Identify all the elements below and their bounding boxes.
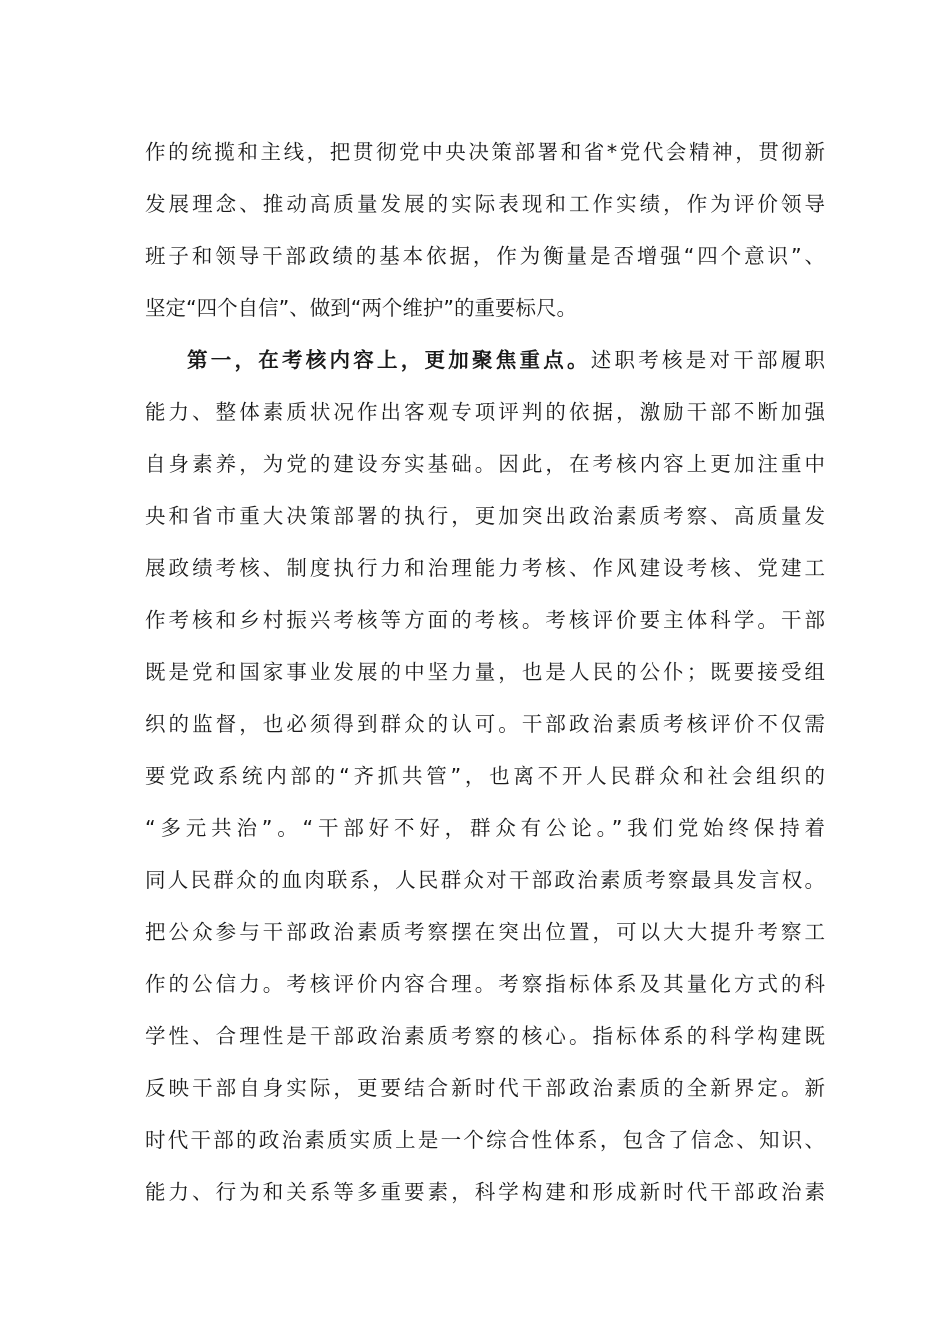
text-line: 央和省市重大决策部署的执行，更加突出政治素质考察、高质量发 xyxy=(145,504,825,528)
text-line: 织的监督，也必须得到群众的认可。干部政治素质考核评价不仅需 xyxy=(145,712,825,736)
text-line: 学性、合理性是干部政治素质考察的核心。指标体系的科学构建既 xyxy=(145,1024,825,1048)
text-line: 作考核和乡村振兴考核等方面的考核。考核评价要主体科学。干部 xyxy=(145,608,825,632)
text-line: 班子和领导干部政绩的基本依据，作为衡量是否增强“四个意识”、 xyxy=(145,244,825,268)
text-line: 既是党和国家事业发展的中坚力量，也是人民的公仆；既要接受组 xyxy=(145,660,825,684)
paragraph-first-line xyxy=(187,340,825,380)
text-line: 自身素养，为党的建设夯实基础。因此，在考核内容上更加注重中 xyxy=(145,452,825,476)
text-line: 能力、整体素质状况作出客观专项评判的依据，激励干部不断加强 xyxy=(145,400,825,424)
text-line: 能力、行为和关系等多重要素，科学构建和形成新时代干部政治素 xyxy=(145,1180,825,1204)
text-line: “多元共治”。“干部好不好，群众有公论。”我们党始终保持着 xyxy=(145,816,825,840)
text-line: 发展理念、推动高质量发展的实际表现和工作实绩，作为评价领导 xyxy=(145,192,825,216)
text-line: 反映干部自身实际，更要结合新时代干部政治素质的全新界定。新 xyxy=(145,1076,825,1100)
paragraph-first-line-text: 述职考核是对干部履职 xyxy=(590,348,825,372)
paragraph-heading: 第一，在考核内容上，更加聚焦重点。 xyxy=(187,348,591,372)
text-line: 同人民群众的血肉联系，人民群众对干部政治素质考察最具发言权。 xyxy=(145,868,825,892)
text-line: 作的统揽和主线，把贯彻党中央决策部署和省*党代会精神，贯彻新 xyxy=(145,140,825,164)
text-line: 展政绩考核、制度执行力和治理能力考核、作风建设考核、党建工 xyxy=(145,556,825,580)
text-line: 把公众参与干部政治素质考察摆在突出位置，可以大大提升考察工 xyxy=(145,920,825,944)
text-line: 作的公信力。考核评价内容合理。考察指标体系及其量化方式的科 xyxy=(145,972,825,996)
text-line: 时代干部的政治素质实质上是一个综合性体系，包含了信念、知识、 xyxy=(145,1128,825,1152)
text-line: 坚定“四个自信”、做到“两个维护”的重要标尺。 xyxy=(145,296,577,320)
text-line: 要党政系统内部的“齐抓共管”，也离不开人民群众和社会组织的 xyxy=(145,764,825,788)
